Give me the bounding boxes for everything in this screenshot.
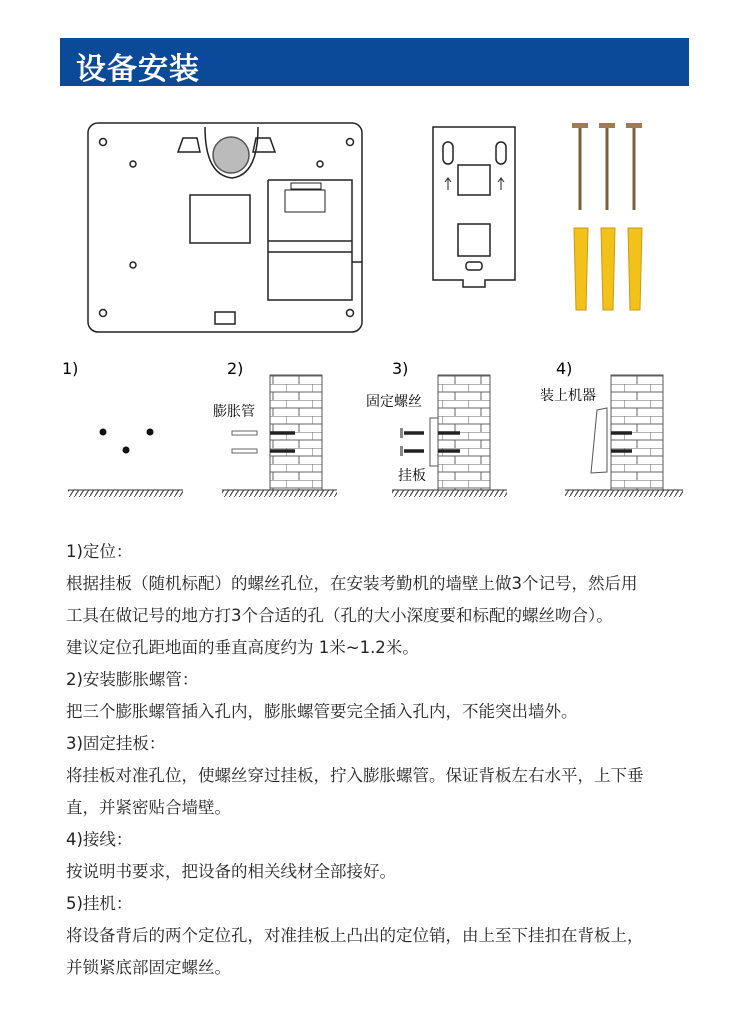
mounting-plate: [433, 127, 515, 287]
svg-text:装上机器: 装上机器: [540, 388, 596, 404]
step-heading: 1)定位：: [66, 542, 133, 561]
step-4-diagram: [540, 359, 683, 497]
step-text: 工具在做记号的地方打3个合适的孔（孔的大小深度要和标配的螺丝吻合）。: [66, 606, 613, 625]
instructions: [66, 536, 706, 984]
svg-text:3): 3): [392, 359, 409, 378]
step-2-diagram: [213, 359, 337, 497]
step-text: 将设备背后的两个定位孔，对准挂板上凸出的定位销，由上至下挂扣在背板上，: [66, 926, 644, 945]
step-text: 把三个膨胀螺管插入孔内，膨胀螺管要完全插入孔内，不能突出墙外。: [66, 702, 578, 721]
step-text: 按说明书要求，把设备的相关线材全部接好。: [66, 862, 396, 881]
step-text: 将挂板对准孔位，使螺丝穿过挂板，拧入膨胀螺管。保证背板左右水平，上下垂: [66, 766, 644, 785]
step-text: 建议定位孔距地面的垂直高度约为 1米~1.2米。: [66, 638, 419, 657]
svg-text:1): 1): [62, 359, 79, 378]
svg-text:挂板: 挂板: [398, 468, 426, 484]
step-heading: 3)固定挂板：: [66, 734, 166, 753]
step-text: 直，并紧密贴合墙壁。: [66, 798, 231, 817]
step-heading: 5)挂机：: [66, 894, 133, 913]
step-heading: 4)接线：: [66, 830, 133, 849]
step-text: 根据挂板（随机标配）的螺丝孔位，在安装考勤机的墙壁上做3个记号，然后用: [66, 574, 638, 593]
step-3-diagram: [366, 359, 507, 497]
svg-text:4): 4): [556, 359, 573, 378]
svg-text:2): 2): [227, 359, 244, 378]
step-text: 并锁紧底部固定螺丝。: [66, 958, 231, 977]
svg-text:膨胀管: 膨胀管: [213, 404, 255, 420]
step-1-diagram: [62, 359, 183, 497]
device-back-view: [88, 123, 362, 332]
svg-text:固定螺丝: 固定螺丝: [366, 394, 422, 410]
screws-and-anchors: [572, 123, 642, 310]
section-title: 设备安装: [76, 52, 200, 87]
step-heading: 2)安装膨胀螺管：: [66, 670, 199, 689]
